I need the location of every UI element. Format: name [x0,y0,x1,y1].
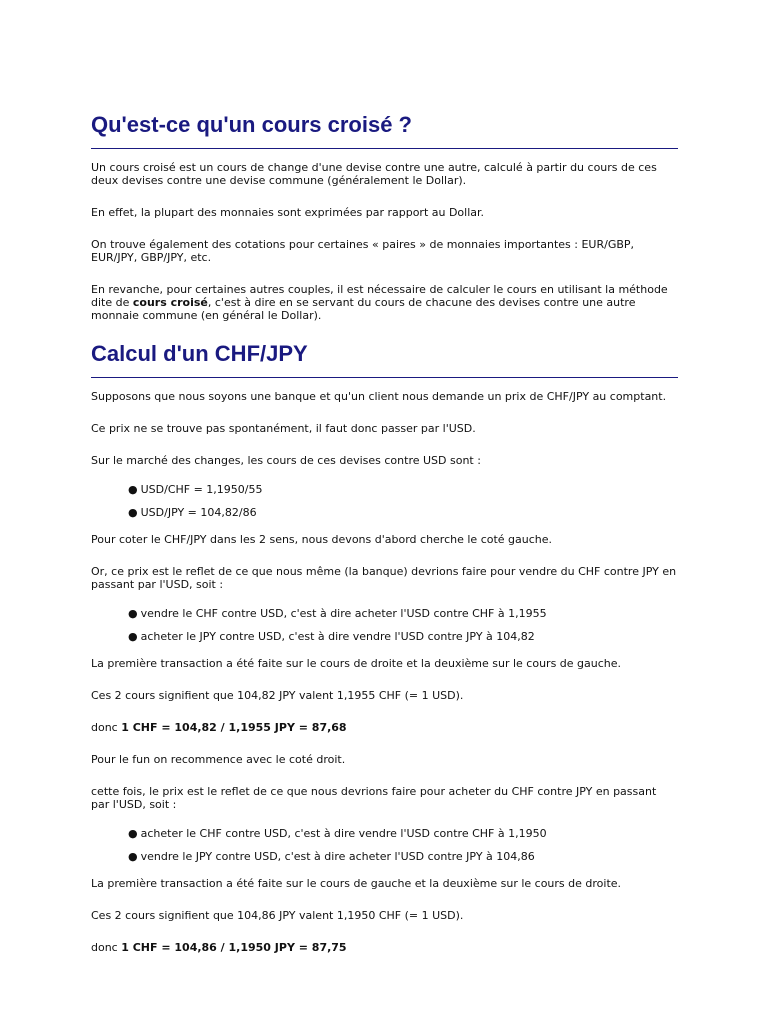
method-text-before: En revanche, pour certaines autres couples, il est nécessaire de calculer le cours en utilisant la méthode dite de [91,283,668,309]
rates-list [91,483,678,519]
paragraph-second-transaction: La première transaction a été faite sur le cours de gauche et la deuxième sur le cours de droite. [91,877,622,890]
paragraph-via-usd: Ce prix ne se trouve pas spontanément, il faut donc passer par l'USD. [91,422,476,435]
section-title-chf-jpy: Calcul d'un CHF/JPY [91,341,678,378]
steps-list-buy [91,827,678,863]
list-item: ● acheter le JPY contre USD, c'est à dire vendre l'USD contre JPY à 104,82 [128,630,535,643]
paragraph-rates-meaning: Ces 2 cours signifient que 104,82 JPY valent 1,1955 CHF (= 1 USD). [91,689,464,702]
result-right: donc 1 CHF = 104,86 / 1,1950 JPY = 87,75 [91,941,347,954]
paragraph-first-transaction: La première transaction a été faite sur le cours de droite et la deuxième sur le cours de gauche. [91,657,622,670]
bullet-icon: ● [128,630,138,643]
paragraph-dollar: En effet, la plupart des monnaies sont exprimées par rapport au Dollar. [91,206,485,219]
list-item: ● USD/JPY = 104,82/86 [128,506,257,519]
bullet-icon: ● [128,483,138,496]
bullet-icon: ● [128,850,138,863]
paragraph-market-rates: Sur le marché des changes, les cours de ces devises contre USD sont : [91,454,481,467]
result-left: donc 1 CHF = 104,82 / 1,1955 JPY = 87,68 [91,721,347,734]
steps-list-sell [91,607,678,643]
paragraph-client-request: Supposons que nous soyons une banque et qu'un client nous demande un prix de CHF/JPY au comptant. [91,390,667,403]
bullet-icon: ● [128,827,138,840]
bullet-icon: ● [128,506,138,519]
list-item: ● vendre le CHF contre USD, c'est à dire acheter l'USD contre CHF à 1,1955 [128,607,547,620]
list-item: ● USD/CHF = 1,1950/55 [128,483,263,496]
section-title-cross-rate: Qu'est-ce qu'un cours croisé ? [91,112,678,149]
method-text-after: , c'est à dire en se servant du cours de chacune des devises contre une autre monnaie commune (en général le Dollar). [91,296,636,322]
paragraph-buy-chf: cette fois, le prix est le reflet de ce que nous devrions faire pour acheter du CHF contre JPY en passant par l'USD, soit : [91,785,657,811]
paragraph-rates-meaning-2: Ces 2 cours signifient que 104,86 JPY valent 1,1950 CHF (= 1 USD). [91,909,464,922]
paragraph-pairs: On trouve également des cotations pour certaines « paires » de monnaies importantes : EUR/GBP, EUR/JPY, GBP/JPY, etc. [91,238,635,264]
list-item: ● acheter le CHF contre USD, c'est à dire vendre l'USD contre CHF à 1,1950 [128,827,547,840]
paragraph-right-side: Pour le fun on recommence avec le coté droit. [91,753,346,766]
paragraph-method [91,283,678,322]
bullet-icon: ● [128,607,138,620]
paragraph-left-side: Pour coter le CHF/JPY dans les 2 sens, nous devons d'abord cherche le coté gauche. [91,533,553,546]
method-text-bold: cours croisé [132,296,208,309]
list-item: ● vendre le JPY contre USD, c'est à dire acheter l'USD contre JPY à 104,86 [128,850,535,863]
paragraph-sell-chf: Or, ce prix est le reflet de ce que nous même (la banque) devrions faire pour vendre du CHF contre JPY en passant par l'USD, soit : [91,565,677,591]
paragraph-definition: Un cours croisé est un cours de change d'une devise contre une autre, calculé à partir du cours de ces deux devises contre une devise commune (généralement le Dollar). [91,161,657,187]
